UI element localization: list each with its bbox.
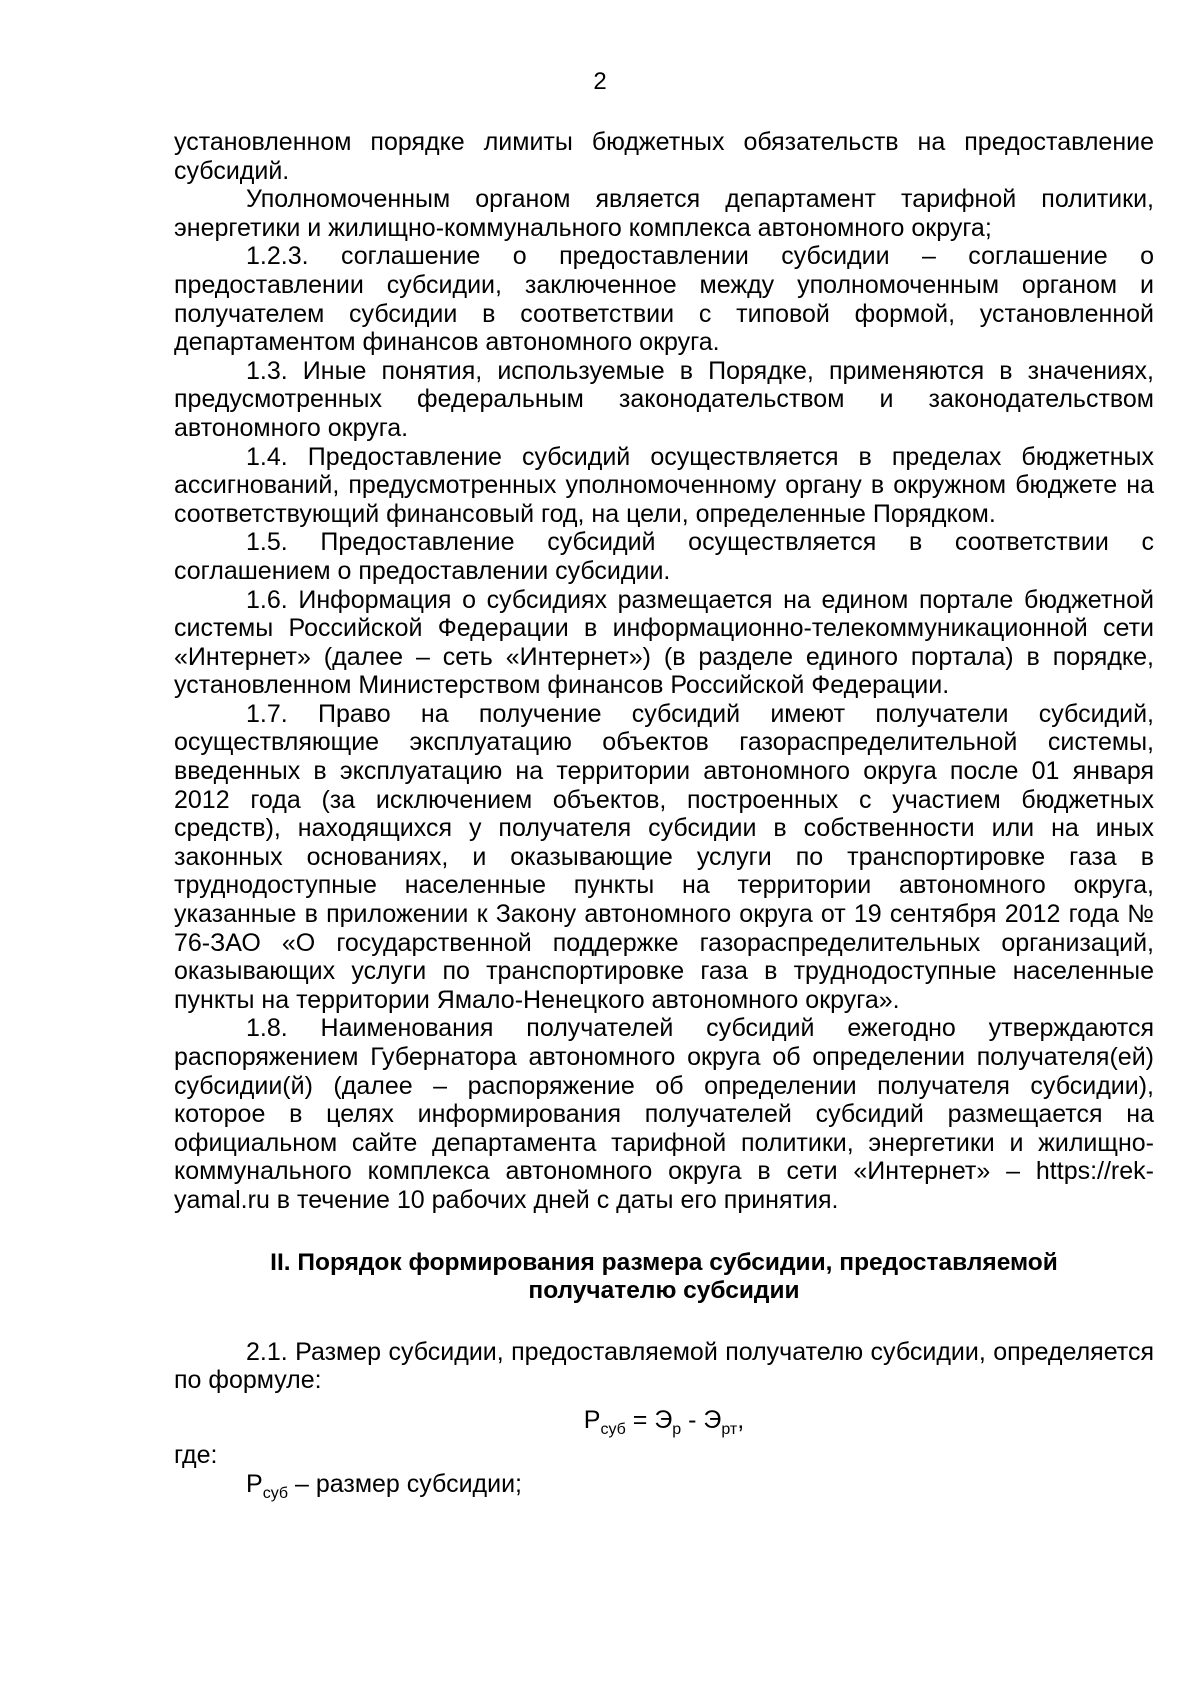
definition-line: [174, 1469, 1154, 1502]
formula-term2-subscript: рт: [721, 1420, 738, 1438]
page-number: 2: [593, 68, 607, 95]
paragraph: 1.5. Предоставление субсидий осуществляется в соответствии с соглашением о предоставлении субсидии.: [174, 528, 1154, 585]
formula-equals: =: [625, 1405, 655, 1434]
definition-symbol: Р: [246, 1469, 263, 1498]
paragraph: 1.3. Иные понятия, используемые в Порядке, применяются в значениях, предусмотренных федеральным законодательством и законодательством автономного округа.: [174, 356, 1154, 442]
formula: [174, 1399, 1154, 1441]
paragraphs-section-1: [174, 128, 1154, 1215]
section-heading-line: II. Порядок формирования размера субсидии, предоставляемой: [270, 1248, 1058, 1276]
definition-text: – размер субсидии;: [288, 1469, 523, 1498]
formula-tail: ,: [737, 1405, 745, 1434]
formula-term2: Э: [703, 1405, 722, 1434]
section-heading: [174, 1249, 1154, 1306]
paragraph: установленном порядке лимиты бюджетных обязательств на предоставление субсидий.: [174, 128, 1154, 185]
where-label: где:: [174, 1440, 218, 1469]
formula-minus: -: [681, 1405, 704, 1434]
paragraph-2-1: 2.1. Размер субсидии, предоставляемой получателю субсидии, определяется по формуле:: [174, 1337, 1154, 1395]
formula-term1: Э: [654, 1405, 673, 1434]
paragraph: 1.4. Предоставление субсидий осуществляется в пределах бюджетных ассигнований, предусмотренных уполномоченному органу в окружном бюджете на соответствующий финансовый год, на цели, определенные Порядком.: [174, 442, 1154, 528]
section-heading-line: получателю субсидии: [528, 1277, 800, 1305]
paragraph: Уполномоченным органом является департамент тарифной политики, энергетики и жилищно-коммунального комплекса автономного округа;: [174, 185, 1154, 242]
paragraph: 1.6. Информация о субсидиях размещается на едином портале бюджетной системы Российской Федерации в информационно-телекоммуникационной сети «Интернет» (далее – сеть «Интернет») (в разделе единого портала) в порядке, установленном Министерством финансов Российской Федерации.: [174, 585, 1154, 700]
definition-symbol-subscript: суб: [262, 1484, 289, 1502]
paragraph: 1.2.3. соглашение о предоставлении субсидии – соглашение о предоставлении субсидии, заключенное между уполномоченным органом и получателем субсидии в соответствии с типовой формой, установленной департаментом финансов автономного округа.: [174, 242, 1154, 357]
document-body: [174, 128, 1154, 1502]
formula-lhs: Р: [583, 1405, 601, 1434]
formula-term1-subscript: р: [672, 1420, 682, 1438]
formula-lhs-subscript: суб: [600, 1420, 626, 1438]
paragraph: 1.7. Право на получение субсидий имеют получатели субсидий, осуществляющие эксплуатацию объектов газораспределительной системы, введенных в эксплуатацию на территории автономного округа после 01 января 2012 года (за исключением объектов, построенных с участием бюджетных средств), находящихся у получателя субсидии в собственности или на иных законных основаниях, и оказывающие услуги по транспортировке газа в труднодоступные населенные пункты на территории автономного округа, указанные в приложении к Закону автономного округа от 19 сентября 2012 года № 76-ЗАО «О государственной поддержке газораспределительных организаций, оказывающих услуги по транспортировке газа в труднодоступные населенные пункты на территории Ямало-Ненецкого автономного округа».: [174, 699, 1154, 1014]
paragraph: 1.8. Наименования получателей субсидий ежегодно утверждаются распоряжением Губернатора автономного округа об определении получателя(ей) субсидии(й) (далее – распоряжение об определении получателя субсидии), которое в целях информирования получателей субсидий размещается на официальном сайте департамента тарифной политики, энергетики и жилищно-коммунального комплекса автономного округа в сети «Интернет» – https://rek-yamal.ru в течение 10 рабочих дней с даты его принятия.: [174, 1014, 1154, 1214]
